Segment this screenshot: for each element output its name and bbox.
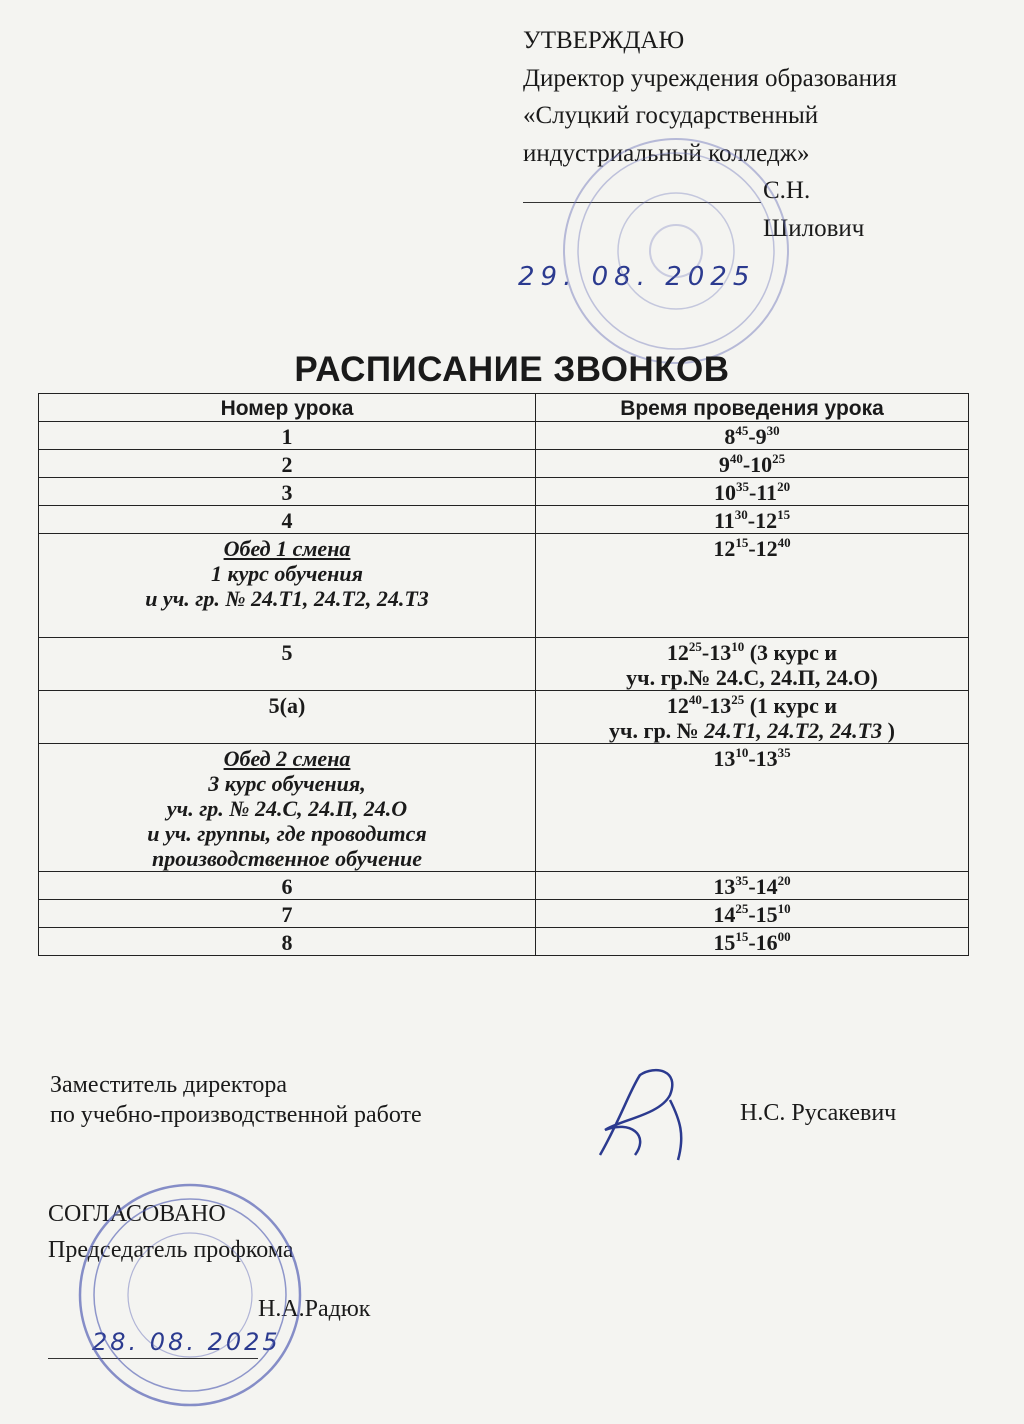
deputy-position-line2: по учебно-производственной работе bbox=[50, 1102, 422, 1128]
approval-position-line1: Директор учреждения образования bbox=[523, 64, 897, 92]
lesson-time: $14^{25}-15^{10}$ bbox=[536, 900, 969, 928]
lunch-1-time: $12^{15}-12^{40}$ bbox=[536, 534, 969, 638]
lesson-number: 5(а) bbox=[39, 691, 536, 744]
page-title: РАСПИСАНИЕ ЗВОНКОВ bbox=[294, 350, 730, 389]
lesson-number: 1 bbox=[39, 422, 536, 450]
agreement-heading: СОГЛАСОВАНО bbox=[48, 1201, 226, 1227]
bell-schedule-table bbox=[38, 393, 969, 956]
lunch-2-time: $13^{10}-13^{35}$ bbox=[536, 744, 969, 872]
table-row-lesson-5 bbox=[39, 638, 969, 691]
lunch-1-description bbox=[39, 534, 536, 638]
lesson-time: $13^{35}-14^{20}$ bbox=[536, 872, 969, 900]
approval-heading: УТВЕРЖДАЮ bbox=[523, 27, 685, 54]
approval-position-line2: «Слуцкий государственный bbox=[523, 102, 819, 129]
table-header-row bbox=[39, 394, 969, 422]
lesson-time: $11^{30}-12^{15}$ bbox=[536, 506, 969, 534]
lunch-2-line: 3 курс обучения, bbox=[208, 771, 366, 796]
lunch-2-line: и уч. группы, где проводится bbox=[147, 821, 427, 846]
lesson-number: 7 bbox=[39, 900, 536, 928]
signature-line bbox=[523, 202, 761, 203]
table-row bbox=[39, 422, 969, 450]
table-row bbox=[39, 872, 969, 900]
table-row bbox=[39, 450, 969, 478]
lunch-1-line: 1 курс обучения bbox=[211, 561, 363, 586]
lesson-number: 3 bbox=[39, 478, 536, 506]
lesson-number: 8 bbox=[39, 928, 536, 956]
lesson-time: $12^{40}-13^{25}$ (1 курс и уч. гр. № 24.Т1, 24.Т2, 24.Т3 ) bbox=[536, 691, 969, 744]
table-row-lesson-5a bbox=[39, 691, 969, 744]
lesson-time: $9^{40}-10^{25}$ bbox=[536, 450, 969, 478]
approval-signature-row bbox=[523, 172, 897, 242]
deputy-block bbox=[50, 1070, 422, 1130]
lesson-time: $10^{35}-11^{20}$ bbox=[536, 478, 969, 506]
signature-line bbox=[48, 1358, 258, 1359]
lesson-number: 5 bbox=[39, 638, 536, 691]
lesson-time: $8^{45}-9^{30}$ bbox=[536, 422, 969, 450]
approval-handwritten-date: 29. 08. 2025 bbox=[518, 262, 756, 292]
lunch-2-description bbox=[39, 744, 536, 872]
lunch-2-line: уч. гр. № 24.С, 24.П, 24.О bbox=[166, 796, 408, 821]
agreement-block bbox=[48, 1196, 294, 1268]
lunch-1-line: и уч. гр. № 24.Т1, 24.Т2, 24.Т3 bbox=[145, 586, 429, 611]
handwritten-signature-deputy bbox=[560, 1060, 710, 1170]
table-row bbox=[39, 478, 969, 506]
lunch-2-title: Обед 2 смена bbox=[223, 746, 351, 771]
header-lesson-number: Номер урока bbox=[39, 394, 536, 422]
approval-block bbox=[523, 22, 897, 242]
agreement-handwritten-date: 28. 08. 2025 bbox=[92, 1328, 281, 1356]
deputy-position-line1: Заместитель директора bbox=[50, 1072, 288, 1098]
lunch-1-title: Обед 1 смена bbox=[223, 536, 351, 561]
lesson-number: 6 bbox=[39, 872, 536, 900]
table-row-lunch-1 bbox=[39, 534, 969, 638]
lesson-number: 2 bbox=[39, 450, 536, 478]
lunch-2-line: производственное обучение bbox=[151, 846, 423, 871]
table-row bbox=[39, 928, 969, 956]
lesson-time: $15^{15}-16^{00}$ bbox=[536, 928, 969, 956]
agreement-position: Председатель профкома bbox=[48, 1237, 294, 1263]
union-chair-name: Н.А.Радюк bbox=[258, 1296, 371, 1322]
table-row bbox=[39, 506, 969, 534]
approval-position-line3: индустриальный колледж» bbox=[523, 139, 810, 167]
lesson-time: $12^{25}-13^{10}$ (3 курс и уч. гр.№ 24.С, 24.П, 24.О) bbox=[536, 638, 969, 691]
lesson-number: 4 bbox=[39, 506, 536, 534]
table-row-lunch-2 bbox=[39, 744, 969, 872]
director-name: С.Н. Шилович bbox=[763, 177, 865, 242]
header-lesson-time: Время проведения урока bbox=[536, 394, 969, 422]
deputy-name: Н.С. Русакевич bbox=[740, 1100, 897, 1126]
table-row bbox=[39, 900, 969, 928]
